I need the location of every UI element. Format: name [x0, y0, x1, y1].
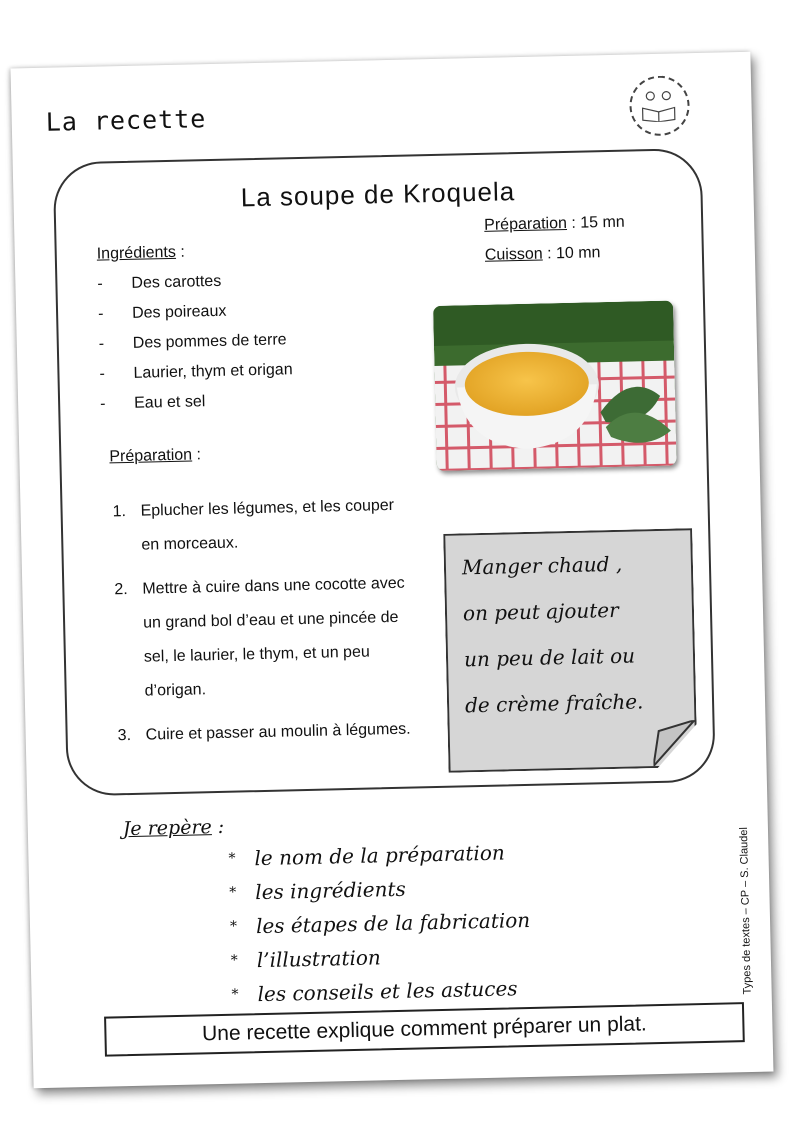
- bullet: -: [97, 275, 103, 293]
- cook-time: [485, 244, 626, 277]
- ingredient-text: Eau et sel: [133, 393, 206, 412]
- cook-time-value: : 10 mn: [542, 244, 601, 263]
- ingredient-text: Des poireaux: [131, 302, 227, 322]
- bullet: -: [97, 305, 104, 323]
- ingredients-label: Ingrédients: [96, 243, 177, 263]
- repere-suffix: :: [211, 815, 225, 839]
- repere-list: [228, 835, 532, 1012]
- star-bullet: *: [229, 884, 237, 901]
- ingredients-list: [97, 271, 294, 425]
- bullet: -: [99, 395, 106, 413]
- prep-time-label: Préparation: [484, 214, 568, 234]
- step-item: [117, 720, 418, 753]
- ingredient-item: [99, 331, 293, 365]
- book-reading-logo: [629, 75, 690, 136]
- ingredients-heading: [97, 244, 185, 264]
- repere-text: les étapes de la fabrication: [255, 907, 531, 939]
- ingredient-item: [100, 391, 294, 425]
- preparation-suffix: :: [191, 446, 202, 464]
- repere-text: le nom de la préparation: [254, 840, 505, 871]
- worksheet-page: [11, 52, 774, 1089]
- ingredient-item: [97, 271, 291, 305]
- preparation-heading: [109, 446, 201, 466]
- prep-time-value: : 15 mn: [566, 213, 625, 232]
- step-text: Eplucher les légumes, et les couper en morceaux.: [140, 496, 395, 554]
- tip-line: de crème fraîche.: [464, 689, 644, 718]
- step-number: 3.: [117, 726, 132, 745]
- repere-item: [231, 971, 532, 1012]
- step-text: Cuire et passer au moulin à légumes.: [145, 720, 411, 744]
- tip-line: Manger chaud ,: [461, 551, 623, 580]
- bullet: -: [98, 335, 105, 353]
- ingredient-item: [98, 301, 292, 335]
- conclusion-box: Une recette explique comment préparer un plat.: [104, 1002, 745, 1057]
- ingredient-text: Des carottes: [131, 272, 222, 292]
- tip-note-text: [462, 550, 686, 739]
- star-bullet: *: [228, 850, 236, 867]
- star-bullet: *: [229, 918, 238, 935]
- recipe-title: La soupe de Kroquela: [240, 176, 516, 213]
- tip-line: on peut ajouter: [462, 597, 619, 626]
- ingredient-item: [99, 361, 293, 395]
- preparation-steps: [112, 497, 418, 772]
- star-bullet: *: [230, 952, 239, 969]
- page-title: La recette: [45, 104, 207, 137]
- tip-line: un peu de lait ou: [463, 643, 636, 672]
- ingredient-text: Laurier, thym et origan: [133, 361, 293, 382]
- preparation-label: Préparation: [109, 446, 193, 466]
- side-credit: Types de textes – CP – S. Claudel: [737, 826, 754, 995]
- step-item: [112, 497, 413, 564]
- step-item: [114, 574, 417, 709]
- star-bullet: *: [231, 986, 239, 1003]
- step-number: 2.: [114, 581, 128, 599]
- step-text: Mettre à cuire dans une cocotte avec un grand bol d’eau et une pincée de sel, le laurier, le thym, et un peu d’origan.: [142, 574, 405, 700]
- ingredient-text: Des pommes de terre: [132, 331, 287, 352]
- repere-heading: [123, 816, 225, 840]
- repere-label: Je repère: [122, 816, 213, 841]
- cook-time-label: Cuisson: [484, 245, 543, 264]
- repere-text: les ingrédients: [255, 876, 407, 905]
- timing-info: [484, 214, 626, 277]
- ingredients-suffix: :: [175, 243, 185, 261]
- repere-text: l’illustration: [256, 945, 382, 973]
- soup-bowl-photo: [433, 301, 677, 471]
- repere-text: les conseils et les astuces: [257, 976, 518, 1007]
- bullet: -: [99, 365, 105, 383]
- step-number: 1.: [112, 503, 127, 521]
- prep-time: [484, 214, 625, 247]
- recipe-card: [53, 148, 716, 797]
